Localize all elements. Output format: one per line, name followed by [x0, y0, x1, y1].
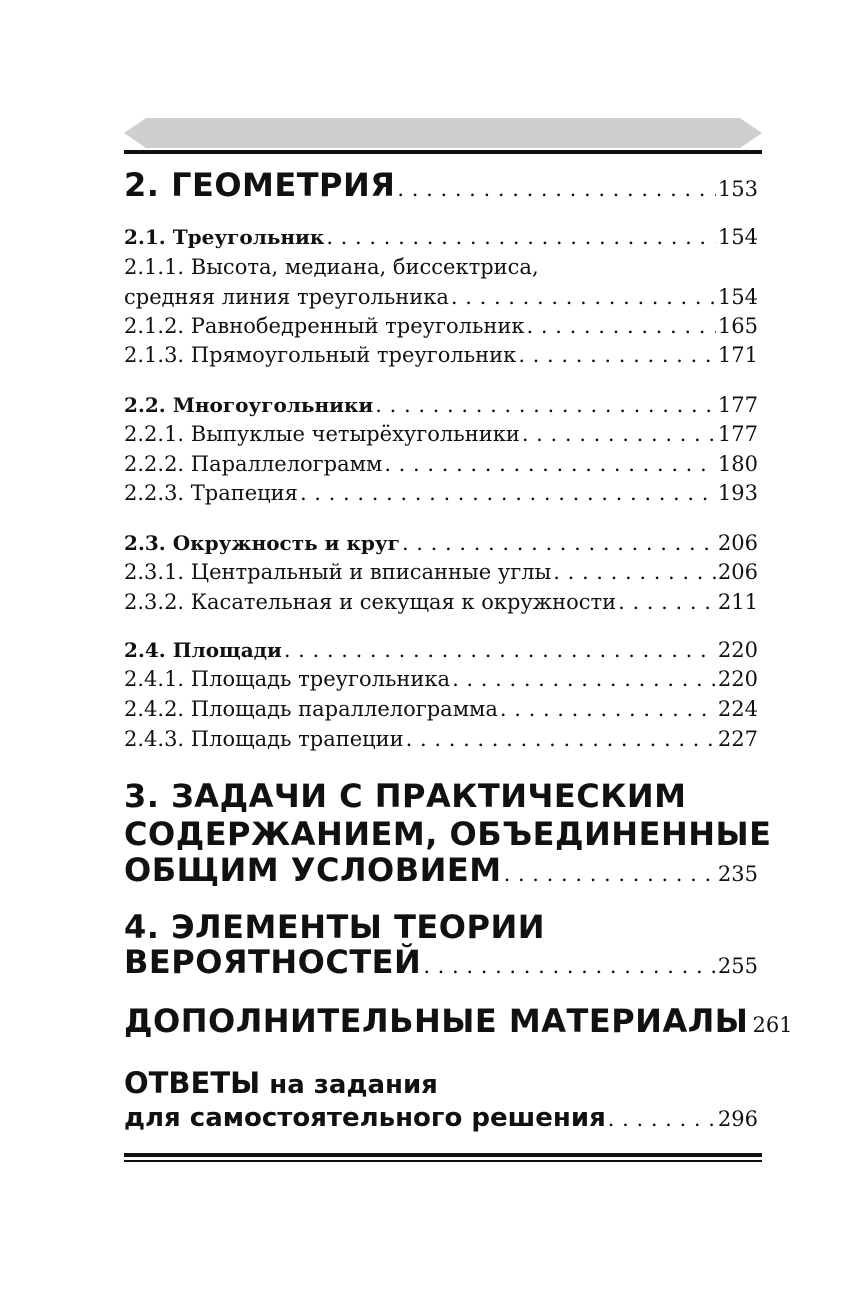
- toc-additional-materials[interactable]: [124, 1002, 793, 1040]
- entry-title: 2.4.3. Площадь трапеции: [124, 727, 404, 751]
- toc-entry-2-3-2[interactable]: [124, 590, 758, 614]
- toc-answers[interactable]: [124, 1103, 758, 1133]
- dot-leader: [500, 697, 716, 721]
- dot-leader: [527, 314, 716, 338]
- chapter-title: 2. ГЕОМЕТРИЯ: [124, 166, 396, 204]
- page-number: 224: [717, 697, 758, 721]
- toc-entry-2-2-1[interactable]: [124, 422, 758, 446]
- dot-leader: [406, 727, 716, 751]
- page-number: 261: [752, 1013, 793, 1037]
- toc-entry-2-1-1-line1[interactable]: 2.1.1. Высота, медиана, биссектриса,: [124, 255, 539, 279]
- page-number: 220: [717, 667, 758, 691]
- dot-leader: [522, 422, 716, 446]
- entry-title: 2.3.2. Касательная и секущая к окружности: [124, 590, 617, 614]
- dot-leader: [452, 667, 716, 691]
- top-rule: [124, 150, 762, 154]
- answers-rest: на задания: [260, 1070, 438, 1100]
- page-number: 220: [717, 638, 758, 662]
- toc-entry-2-1-3[interactable]: [124, 343, 758, 367]
- chapter-3-title-line1[interactable]: 3. ЗАДАЧИ С ПРАКТИЧЕСКИМ: [124, 777, 687, 815]
- toc-entry-2-1-1[interactable]: [124, 285, 758, 309]
- dot-leader: [375, 393, 716, 417]
- dot-leader: [397, 177, 715, 201]
- dot-leader: [518, 343, 716, 367]
- dot-leader: [618, 590, 716, 614]
- toc-entry-2-4-3[interactable]: [124, 727, 758, 751]
- section-title: 2.4. Площади: [124, 638, 282, 662]
- entry-title: 2.2.2. Параллелограмм: [124, 452, 383, 476]
- dot-leader: [451, 285, 716, 309]
- toc-chapter-2[interactable]: [124, 166, 758, 204]
- page-number: 206: [717, 560, 758, 584]
- toc-entry-2-4-1[interactable]: [124, 667, 758, 691]
- toc-entry-2-3-1[interactable]: [124, 560, 758, 584]
- page-number: 193: [717, 481, 758, 505]
- page-number: 177: [717, 393, 758, 417]
- page-number: 255: [717, 954, 758, 978]
- dot-leader: [608, 1107, 716, 1131]
- dot-leader: [402, 531, 716, 555]
- entry-title: средняя линия треугольника: [124, 285, 449, 309]
- answers-bold: ОТВЕТЫ: [124, 1066, 261, 1100]
- page-number: 296: [717, 1107, 758, 1131]
- toc-entry-2-4-2[interactable]: [124, 697, 758, 721]
- dot-leader: [284, 638, 716, 662]
- toc-section-2-2[interactable]: [124, 393, 758, 417]
- dot-leader: [384, 452, 716, 476]
- toc-chapter-3[interactable]: [124, 851, 758, 889]
- toc-chapter-4[interactable]: [124, 943, 758, 981]
- toc-entry-2-2-2[interactable]: [124, 452, 758, 476]
- section-title: 2.3. Окружность и круг: [124, 531, 400, 555]
- dot-leader: [553, 560, 716, 584]
- header-banner: [124, 118, 762, 148]
- toc-section-2-3[interactable]: [124, 531, 758, 555]
- page-number: 165: [717, 314, 758, 338]
- entry-title: 2.2.3. Трапеция: [124, 481, 298, 505]
- page-number: 235: [717, 862, 758, 886]
- entry-title: 2.3.1. Центральный и вписанные углы: [124, 560, 552, 584]
- chapter-4-title-line1[interactable]: 4. ЭЛЕМЕНТЫ ТЕОРИИ: [124, 908, 545, 946]
- entry-title: 2.4.1. Площадь треугольника: [124, 667, 451, 691]
- page-number: 211: [717, 590, 758, 614]
- bottom-rule-thick: [124, 1153, 762, 1157]
- chapter-3-title-line2[interactable]: СОДЕРЖАНИЕМ, ОБЪЕДИНЕННЫЕ: [124, 815, 772, 853]
- dot-leader: [423, 954, 716, 978]
- answers-title-line1[interactable]: [124, 1066, 438, 1100]
- chapter-title-line3: ОБЩИМ УСЛОВИЕМ: [124, 851, 502, 889]
- chapter-title: ДОПОЛНИТЕЛЬНЫЕ МАТЕРИАЛЫ: [124, 1002, 749, 1040]
- page-number: 206: [717, 531, 758, 555]
- entry-title: 2.1.2. Равнобедренный треугольник: [124, 314, 525, 338]
- toc-section-2-1[interactable]: [124, 225, 758, 249]
- toc-section-2-4[interactable]: [124, 638, 758, 662]
- page-number: 154: [717, 285, 758, 309]
- toc-entry-2-1-2[interactable]: [124, 314, 758, 338]
- entry-title: 2.1.3. Прямоугольный треугольник: [124, 343, 517, 367]
- dot-leader: [326, 225, 716, 249]
- page-number: 177: [717, 422, 758, 446]
- page-number: 180: [717, 452, 758, 476]
- answers-title-line2: для самостоятельного решения: [124, 1103, 606, 1133]
- bottom-rule-thin: [124, 1160, 762, 1162]
- page-number: 171: [717, 343, 758, 367]
- chapter-title-line2: ВЕРОЯТНОСТЕЙ: [124, 943, 422, 981]
- entry-title: 2.4.2. Площадь параллелограмма: [124, 697, 498, 721]
- dot-leader: [504, 862, 716, 886]
- page-number: 154: [717, 225, 758, 249]
- page-number: 227: [717, 727, 758, 751]
- dot-leader: [300, 481, 716, 505]
- page-number: 153: [717, 177, 758, 201]
- toc-entry-2-2-3[interactable]: [124, 481, 758, 505]
- section-title: 2.2. Многоугольники: [124, 393, 374, 417]
- entry-title: 2.2.1. Выпуклые четырёхугольники: [124, 422, 520, 446]
- section-title: 2.1. Треугольник: [124, 225, 325, 249]
